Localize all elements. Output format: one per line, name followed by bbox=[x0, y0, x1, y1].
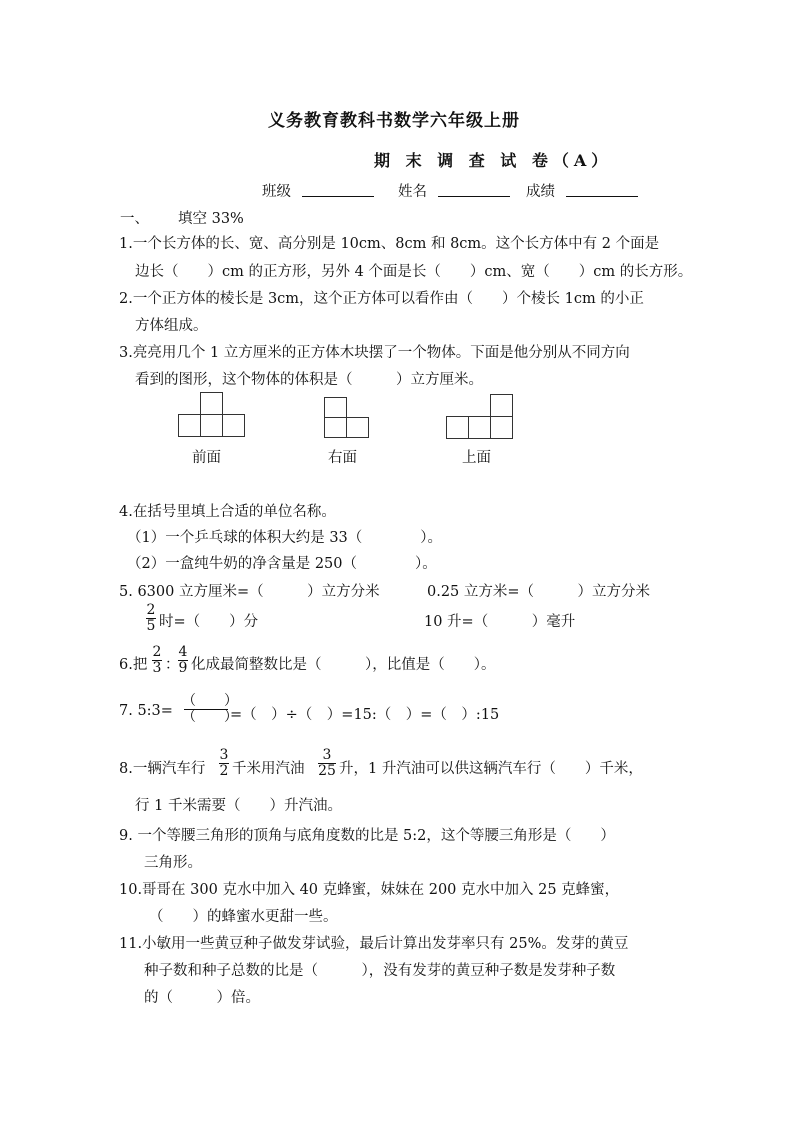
q7-fraction-denominator[interactable]: （ ） bbox=[182, 709, 238, 725]
q8-fraction-1-numerator: 3 bbox=[219, 747, 229, 763]
name-label: 姓名 bbox=[398, 184, 427, 200]
q5-part-d: 10 升=（ ）毫升 bbox=[424, 614, 576, 630]
q8-suffix: 升，1 升汽油可以供这辆汽车行（ ）千米， bbox=[339, 761, 643, 777]
q9-line1: 9. 一个等腰三角形的顶角与底角度数的比是 5:2，这个等腰三角形是（ ） bbox=[119, 828, 615, 844]
q8-prefix: 8.一辆汽车行 bbox=[119, 761, 206, 777]
q5-fraction bbox=[144, 603, 158, 634]
score-blank[interactable] bbox=[566, 196, 638, 197]
q4-line1: 4.在括号里填上合适的单位名称。 bbox=[119, 504, 336, 520]
q11-line3: 的（ ）倍。 bbox=[144, 990, 260, 1006]
q4-line3: （2）一盒纯牛奶的净含量是 250（ ）。 bbox=[127, 556, 437, 572]
q10-line1: 10.哥哥在 300 克水中加入 40 克蜂蜜，妹妹在 200 克水中加入 25 克蜂蜜， bbox=[119, 882, 620, 898]
q5-part-c: 时=（ ）分 bbox=[159, 614, 259, 630]
document-title: 义务教育教科书数学六年级上册 bbox=[268, 111, 520, 131]
q6-fraction-1-denominator: 3 bbox=[152, 660, 162, 676]
q8-fraction-1-denominator: 2 bbox=[219, 763, 229, 779]
q5-part-a: 5. 6300 立方厘米=（ ）立方分米 bbox=[119, 584, 380, 600]
right-view-label: 右面 bbox=[328, 450, 357, 466]
class-label: 班级 bbox=[262, 184, 291, 200]
q5-part-b: 0.25 立方米=（ ）立方分米 bbox=[427, 584, 651, 600]
q2-line1: 2.一个正方体的棱长是 3cm，这个正方体可以看作由（ ）个棱长 1cm 的小正 bbox=[119, 291, 644, 307]
q1-line2: 边长（ ）cm 的正方形，另外 4 个面是长（ ）cm、宽（ ）cm 的长方形。 bbox=[135, 264, 693, 280]
q6-fraction-2-denominator: 9 bbox=[178, 660, 188, 676]
front-view-label: 前面 bbox=[192, 450, 221, 466]
q9-line2: 三角形。 bbox=[144, 855, 202, 871]
q4-line2: （1）一个乒乓球的体积大约是 33（ ）。 bbox=[127, 530, 443, 546]
q8-mid: 千米用汽油 bbox=[232, 761, 305, 777]
q6-fraction-2 bbox=[176, 645, 190, 676]
right-view-figure bbox=[324, 397, 372, 439]
section-number: 一、 bbox=[120, 211, 149, 227]
q6-prefix: 6.把 bbox=[119, 657, 148, 673]
q8-fraction-2-numerator: 3 bbox=[322, 747, 332, 763]
q6-colon: ： bbox=[165, 657, 180, 673]
q6-fraction-1 bbox=[150, 645, 164, 676]
q7-prefix: 7. 5:3= bbox=[119, 703, 173, 719]
front-view-figure bbox=[178, 392, 246, 438]
q7-fraction-numerator[interactable]: （ ） bbox=[182, 693, 238, 709]
name-blank[interactable] bbox=[438, 196, 510, 197]
q8-fraction-2 bbox=[316, 748, 338, 779]
top-view-label: 上面 bbox=[462, 450, 491, 466]
q10-line2: （ ）的蜂蜜水更甜一些。 bbox=[149, 909, 338, 925]
q5-fraction-denominator: 5 bbox=[146, 618, 156, 634]
q7-fraction bbox=[182, 693, 238, 725]
q7-suffix: =（ ）÷（ ）=15:（ ）=（ ）:15 bbox=[230, 707, 500, 723]
q11-line1: 11.小敏用一些黄豆种子做发芽试验，最后计算出发芽率只有 25%。发芽的黄豆 bbox=[119, 936, 629, 952]
q8-fraction-2-denominator: 25 bbox=[318, 763, 336, 779]
q3-line2: 看到的图形，这个物体的体积是（ ）立方厘米。 bbox=[135, 372, 483, 388]
class-blank[interactable] bbox=[302, 196, 374, 197]
q5-fraction-numerator: 2 bbox=[146, 602, 156, 618]
q8-line2: 行 1 千米需要（ ）升汽油。 bbox=[135, 798, 342, 814]
q6-fraction-2-numerator: 4 bbox=[178, 644, 188, 660]
q6-fraction-1-numerator: 2 bbox=[152, 644, 162, 660]
q1-line1: 1.一个长方体的长、宽、高分别是 10cm、8cm 和 8cm。这个长方体中有 2 个面是 bbox=[119, 236, 660, 252]
top-view-figure bbox=[446, 394, 514, 440]
q2-line2: 方体组成。 bbox=[135, 318, 208, 334]
section-title: 填空 33% bbox=[178, 211, 244, 227]
q11-line2: 种子数和种子总数的比是（ ），没有发芽的黄豆种子数是发芽种子数 bbox=[144, 963, 616, 979]
q8-fraction-1 bbox=[217, 748, 231, 779]
q3-line1: 3.亮亮用几个 1 立方厘米的正方体木块摆了一个物体。下面是他分别从不同方向 bbox=[119, 345, 630, 361]
score-label: 成绩 bbox=[526, 184, 555, 200]
document-subtitle: 期 末 调 查 试 卷（A） bbox=[374, 151, 613, 170]
q6-suffix: 化成最简整数比是（ ），比值是（ ）。 bbox=[191, 657, 496, 673]
